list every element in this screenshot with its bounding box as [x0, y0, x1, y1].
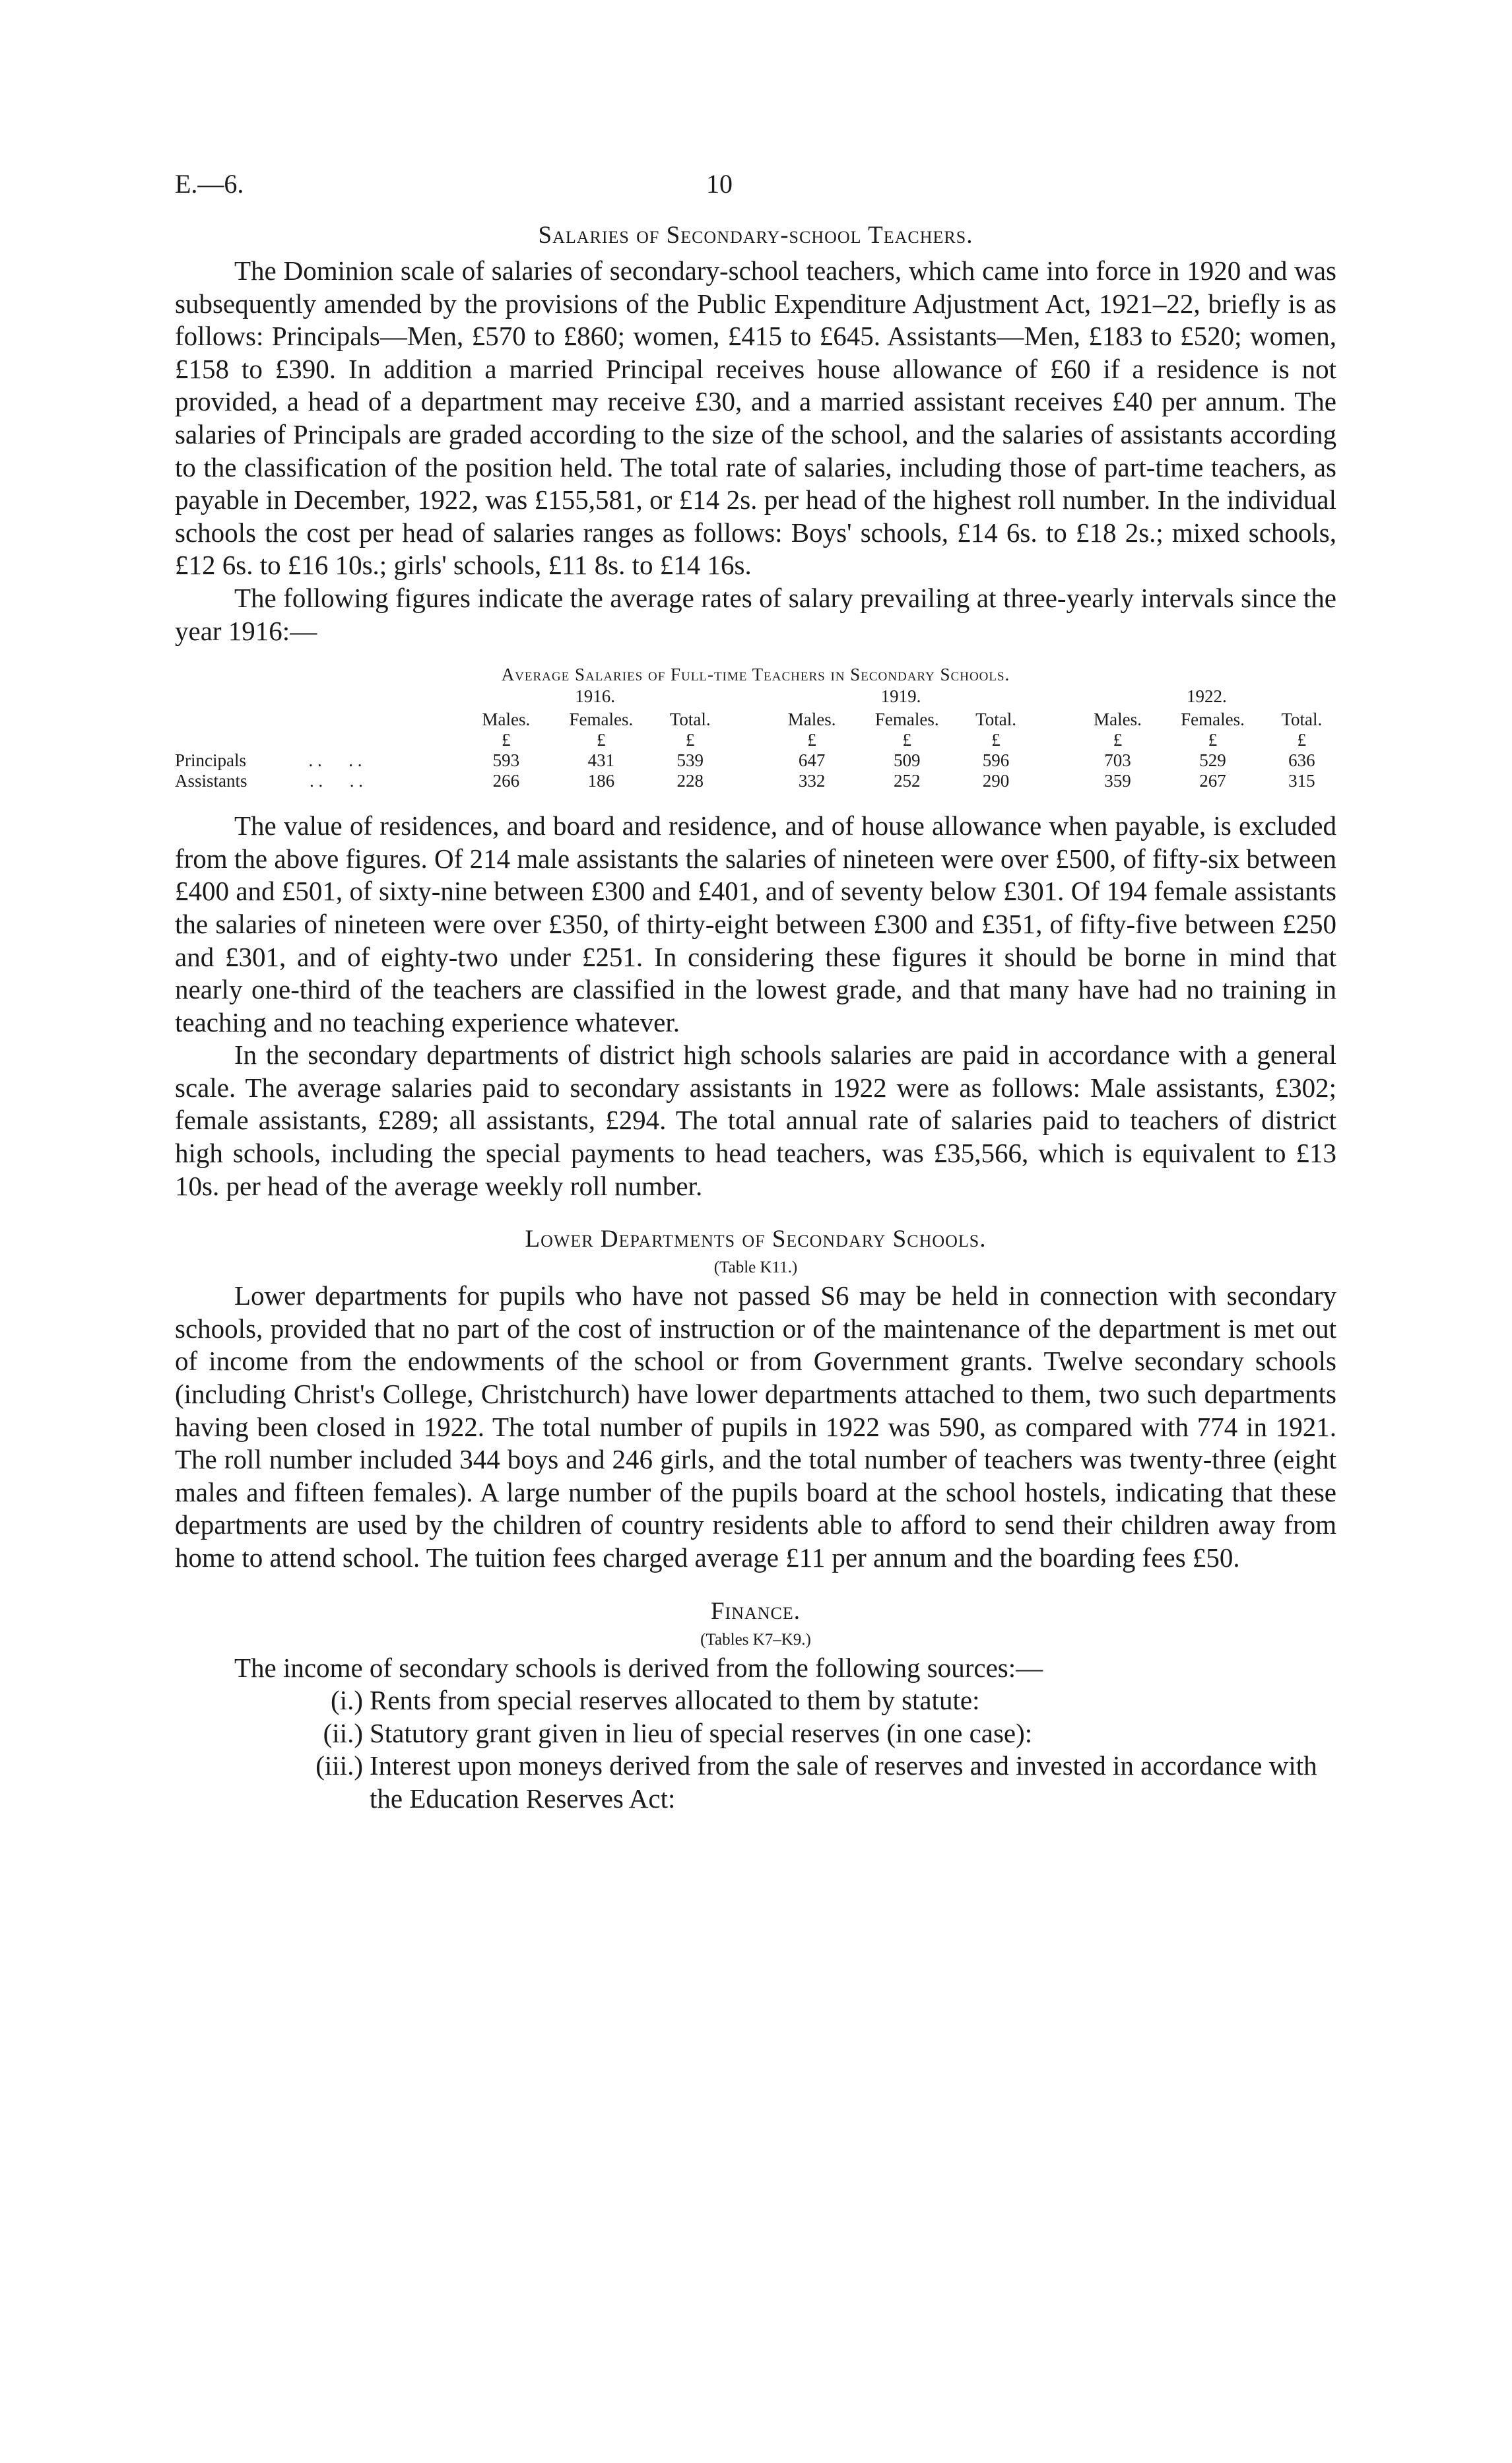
section-heading-salaries: Salaries of Secondary-school Teachers. [538, 222, 973, 249]
column-header: Males. [1094, 709, 1142, 730]
year-header: 1919. [771, 689, 1030, 709]
table-cell: 252 [893, 771, 921, 791]
column-header: Males. [787, 709, 836, 730]
table-cell: 315 [1288, 771, 1315, 791]
table-cell: 359 [1104, 771, 1131, 791]
unit-label: £ [597, 730, 606, 750]
column-header: Total. [669, 709, 711, 730]
table-cell: 509 [893, 750, 921, 771]
unit-label: £ [1113, 730, 1123, 750]
table-row [175, 771, 1336, 791]
table-row [175, 750, 1336, 771]
section-heading-finance: Finance. [710, 1597, 801, 1625]
year-header: 1916. [465, 689, 725, 709]
table-unit-row [175, 730, 1336, 750]
income-sources-list [175, 1684, 1336, 1815]
row-label: Assistants . . . . [175, 771, 364, 791]
document-page [175, 168, 1336, 1816]
table-cell: 267 [1199, 771, 1226, 791]
paragraph: Lower departments for pupils who have not passed S6 may be held in connection with secondary schools, provided that no part of the cost of instruction or of the maintenance of the department is met out of income from the endowments of the school or from Government grants. Twelve secondary schools (including Christ's College, Christchurch) have lower departments attached to them, two such departments having been closed in 1922. The total number of pupils in 1922 was 590, as compared with 774 in 1921. The roll number included 344 boys and 246 girls, and the total number of teachers was twenty-three (eight males and fifteen females). A large number of the pupils board at the school hostels, indicating that these departments are used by the children of country residents able to afford to send their children away from home to attend school. The tuition fees charged average £11 per annum and the boarding fees £50. [175, 1280, 1336, 1573]
unit-label: £ [902, 730, 911, 750]
column-header: Females. [569, 709, 634, 730]
table-cell: 529 [1199, 750, 1226, 771]
unit-label: £ [1297, 730, 1307, 750]
unit-label: £ [685, 730, 695, 750]
table-reference: (Table K11.) [713, 1259, 798, 1277]
page-header [175, 168, 1336, 208]
list-item: (iii.) Interest upon moneys derived from the sale of reserves and invested in accordance with the Education Reserves Act: [315, 1750, 1317, 1814]
column-header: Males. [482, 709, 531, 730]
column-header: Females. [1181, 709, 1245, 730]
table-year-row [175, 689, 1336, 709]
list-item: (i.) Rents from special reserves allocated to them by statute: [331, 1685, 980, 1716]
paragraph: The Dominion scale of salaries of secondary-school teachers, which came into force in 1920 and was subsequently amended by the provisions of the Public Expenditure Adjustment Act, 1921–22, briefly is as follows: Principals—Men, £570 to £860; women, £415 to £645. Assistants—Men, £183 to £520; women, £158 to £390. In addition a married Principal receives house allowance of £60 if a residence is not provided, a head of a department may receive £30, and a married assistant receives £40 per annum. The salaries of Principals are graded according to the size of the school, and the salaries of assistants according to the classification of the position held. The total rate of salaries, including those of part-time teachers, as payable in December, 1922, was £155,581, or £14 2s. per head of the highest roll number. In the individual schools the cost per head of salaries ranges as follows: Boys' schools, £14 6s. to £18 2s.; mixed schools, £12 6s. to £16 10s.; girls' schools, £11 8s. to £14 16s. [175, 255, 1336, 581]
table-cell: 186 [587, 771, 615, 791]
list-item: (ii.) Statutory grant given in lieu of special reserves (in one case): [323, 1717, 1033, 1748]
unit-label: £ [807, 730, 816, 750]
table-cell: 228 [676, 771, 704, 791]
table-title: Average Salaries of Full-time Teachers in Secondary Schools. [501, 665, 1010, 685]
unit-label: £ [502, 730, 511, 750]
salary-table-block [175, 665, 1336, 791]
table-cell: 290 [982, 771, 1010, 791]
table-cell: 332 [798, 771, 826, 791]
table-cell: 539 [676, 750, 704, 771]
report-reference: E.—6. [175, 169, 244, 199]
unit-label: £ [1208, 730, 1218, 750]
paragraph: The income of secondary schools is derived from the following sources:— [234, 1652, 1043, 1683]
table-cell: 431 [587, 750, 615, 771]
salary-table [175, 686, 1336, 791]
table-cell: 266 [492, 771, 520, 791]
section-heading-lower-departments: Lower Departments of Secondary Schools. [525, 1226, 987, 1253]
paragraph: In the secondary departments of district high schools salaries are paid in accordance with a general scale. The average salaries paid to secondary assistants in 1922 were as follows: Male assistants, £302; female assistants, £289; all assistants, £294. The total annual rate of salaries paid to teachers of district high schools, including the special payments to head teachers, was £35,566, which is equivalent to £13 10s. per head of the average weekly roll number. [175, 1039, 1336, 1201]
column-header: Total. [975, 709, 1016, 730]
table-subheader-row [175, 709, 1336, 730]
row-label: Principals . . . . [175, 750, 362, 771]
table-cell: 593 [492, 750, 520, 771]
table-cell: 636 [1288, 750, 1315, 771]
column-header: Total. [1281, 709, 1323, 730]
paragraph: The value of residences, and board and residence, and of house allowance when payable, is excluded from the above figures. Of 214 male assistants the salaries of nineteen were over £500, of fifty-six between £400 and £501, of sixty-nine between £300 and £401, and of seventy below £301. Of 194 female assistants the salaries of nineteen were over £350, of thirty-eight between £300 and £351, of fifty-five between £250 and £301, and of eighty-two under £251. In considering these figures it should be borne in mind that nearly one-third of the teachers are classified in the lowest grade, and that many have had no training in teaching and no teaching experience whatever. [175, 810, 1336, 1037]
table-cell: 647 [798, 750, 826, 771]
paragraph: The following figures indicate the average rates of salary prevailing at three-yearly intervals since the year 1916:— [175, 582, 1336, 646]
column-header: Females. [874, 709, 939, 730]
page-number: 10 [706, 169, 733, 199]
unit-label: £ [991, 730, 1001, 750]
table-cell: 596 [982, 750, 1010, 771]
table-reference: (Tables K7–K9.) [700, 1630, 811, 1649]
table-cell: 703 [1104, 750, 1131, 771]
year-header: 1922. [1077, 689, 1336, 709]
